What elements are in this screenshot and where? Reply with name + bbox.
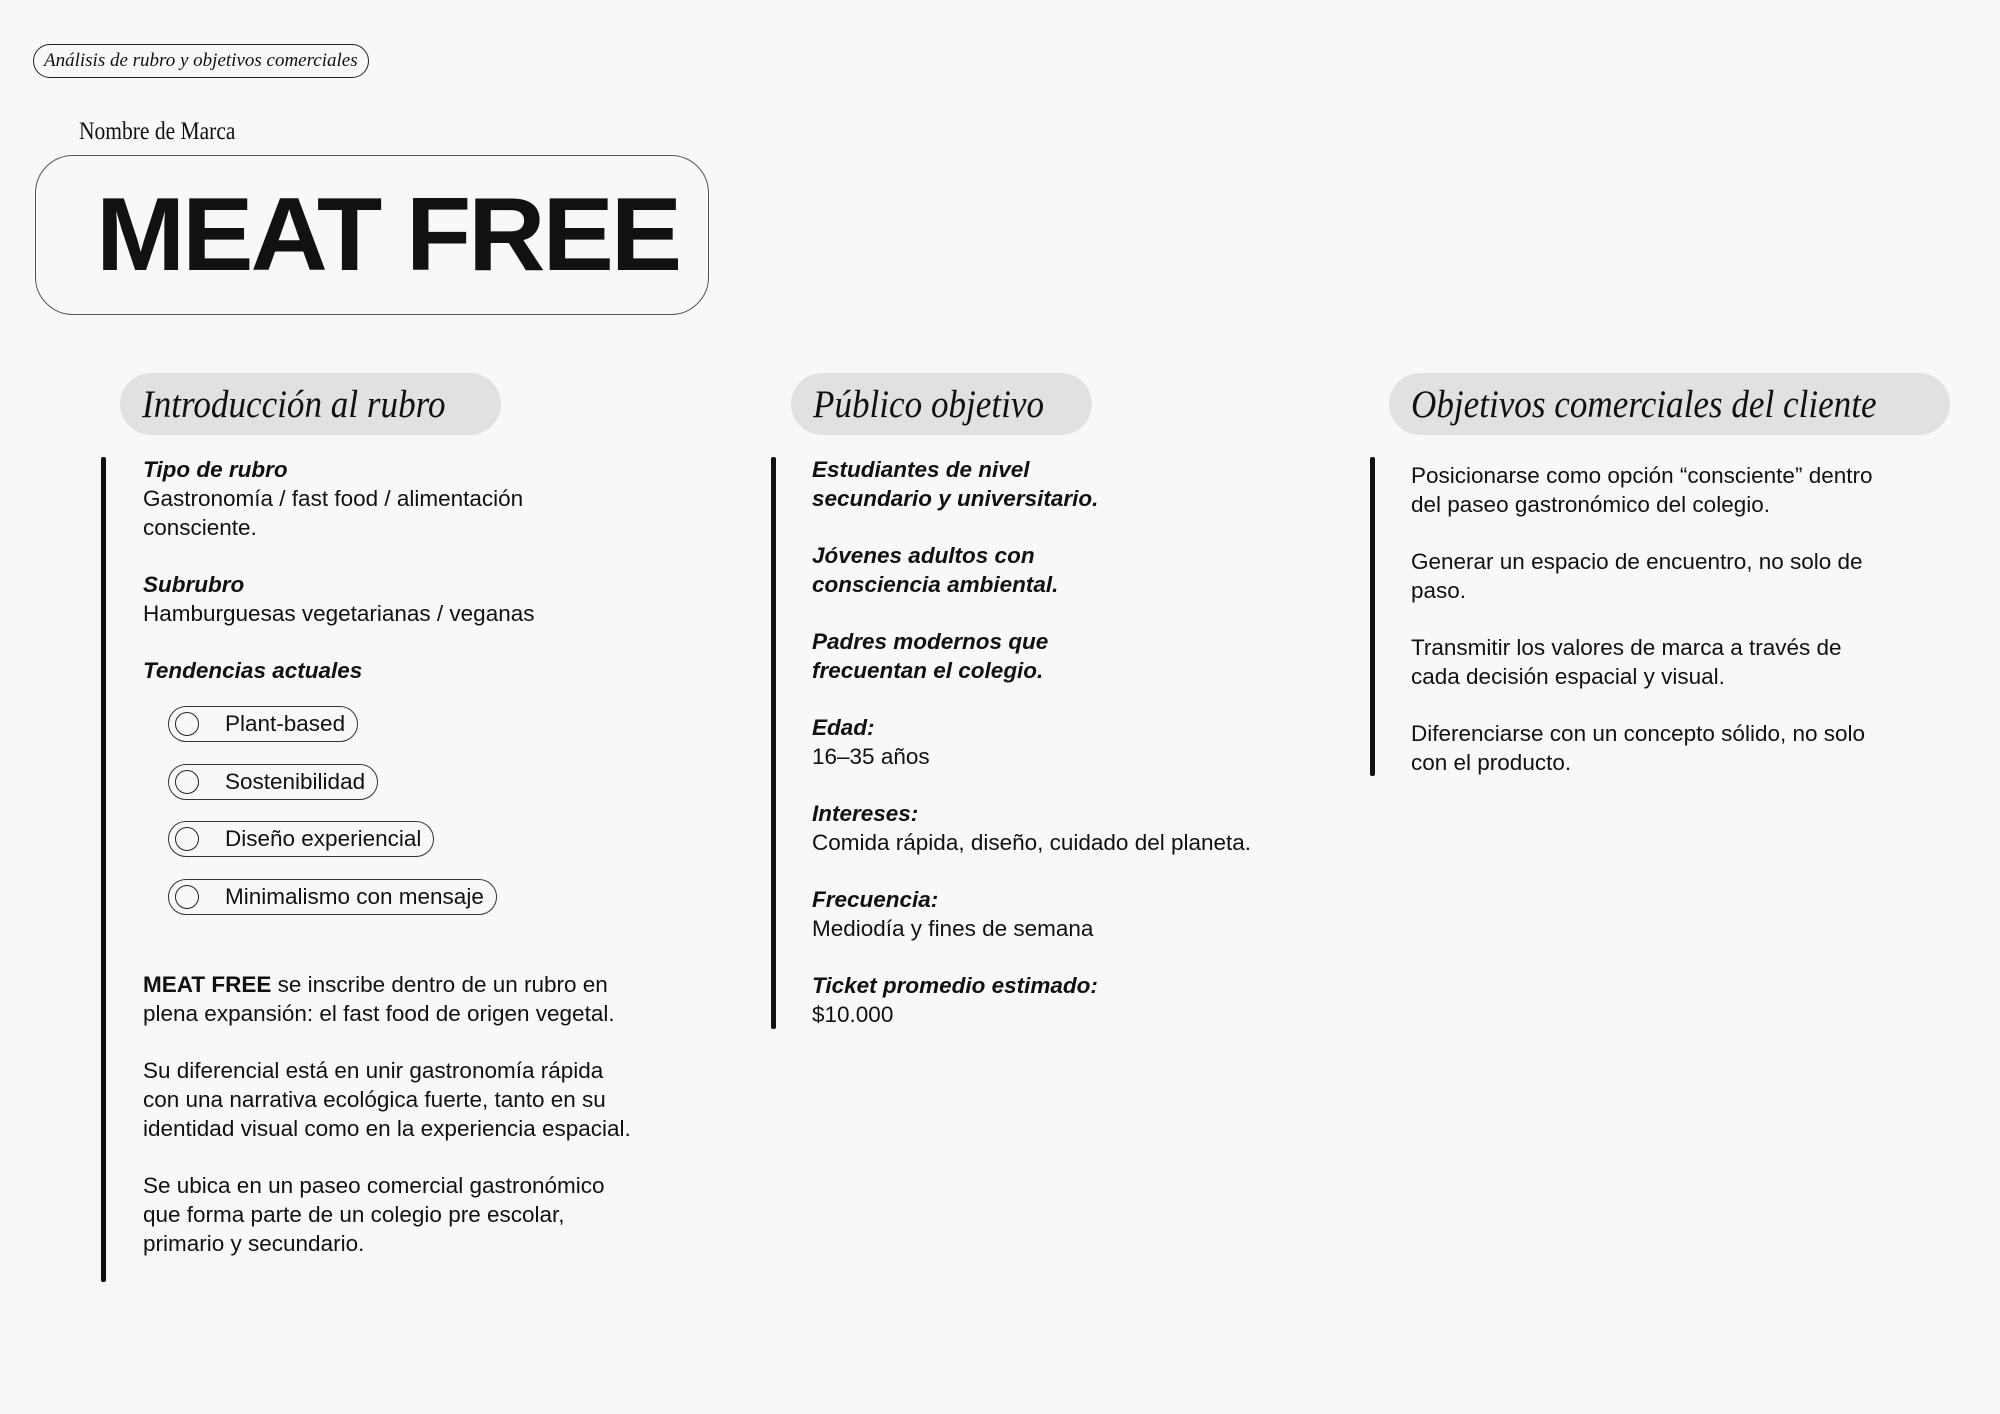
frecuencia-value: Mediodía y fines de semana <box>812 916 1094 941</box>
col3-title-pill <box>1389 373 1950 435</box>
segment-parents: Padres modernos que frecuentan el colegio. <box>812 629 1049 683</box>
tipo-rubro-heading: Tipo de rubro <box>143 457 288 482</box>
trend-label: Plant-based <box>225 711 346 736</box>
objective-item: Transmitir los valores de marca a través de cada decisión espacial y visual. <box>1411 635 1842 689</box>
trend-label: Minimalismo con mensaje <box>225 884 484 909</box>
objective-item: Diferenciarse con un concepto sólido, no solo con el producto. <box>1411 721 1866 775</box>
brand-mention: MEAT FREE <box>143 972 272 997</box>
subrubro-text: Hamburguesas vegetarianas / veganas <box>143 601 535 626</box>
objective-item: Posicionarse como opción “consciente” dentro del paseo gastronómico del colegio. <box>1411 463 1873 517</box>
trend-option[interactable] <box>168 879 497 915</box>
trend-option[interactable] <box>168 821 434 857</box>
col1-description <box>143 970 633 1258</box>
col2-title-pill <box>791 373 1092 435</box>
col1-title-pill <box>120 373 501 435</box>
edad-heading: Edad: <box>812 715 875 740</box>
ticket-heading: Ticket promedio estimado: <box>812 973 1098 998</box>
trend-option[interactable] <box>168 706 358 742</box>
col2-divider <box>771 457 776 1029</box>
differential-paragraph: Su diferencial está en unir gastronomía rápida con una narrativa ecológica fuerte, tanto en su identidad visual como en la experiencia espacial. <box>143 1058 631 1141</box>
segment-young-adults: Jóvenes adultos con consciencia ambiental. <box>812 543 1059 597</box>
col3-divider <box>1370 457 1375 776</box>
radio-circle-icon[interactable] <box>175 885 199 909</box>
col1-top-text <box>143 455 633 685</box>
location-paragraph: Se ubica en un paseo comercial gastronómico que forma parte de un colegio pre escolar, primario y secundario. <box>143 1173 605 1256</box>
col3-title: Objetivos comerciales del cliente <box>1411 382 1877 426</box>
intro-paragraph-text: se inscribe dentro de un rubro en plena expansión: el fast food de origen vegetal. <box>143 972 615 1026</box>
objective-item: Generar un espacio de encuentro, no solo de paso. <box>1411 549 1863 603</box>
col3-text <box>1411 461 1891 777</box>
col2-title: Público objetivo <box>813 382 1045 426</box>
trend-label: Sostenibilidad <box>225 769 366 794</box>
brand-label: Nombre de Marca <box>79 118 236 145</box>
subrubro-heading: Subrubro <box>143 572 245 597</box>
intereses-heading: Intereses: <box>812 801 919 826</box>
brand-name: MEAT FREE <box>96 177 680 293</box>
intro-paragraph <box>143 970 633 1028</box>
edad-value: 16–35 años <box>812 744 930 769</box>
document-tag: Análisis de rubro y objetivos comerciales <box>33 44 369 78</box>
tendencias-heading: Tendencias actuales <box>143 658 363 683</box>
col2-text <box>812 455 1292 1029</box>
col1-divider <box>101 457 106 1282</box>
tipo-rubro-text: Gastronomía / fast food / alimentación consciente. <box>143 486 524 540</box>
col1-title: Introducción al rubro <box>142 382 446 426</box>
radio-circle-icon[interactable] <box>175 827 199 851</box>
segment-students: Estudiantes de nivel secundario y universitario. <box>812 457 1099 511</box>
radio-circle-icon[interactable] <box>175 712 199 736</box>
trend-label: Diseño experiencial <box>225 826 422 851</box>
intereses-value: Comida rápida, diseño, cuidado del planeta. <box>812 830 1252 855</box>
frecuencia-heading: Frecuencia: <box>812 887 939 912</box>
ticket-value: $10.000 <box>812 1002 894 1027</box>
radio-circle-icon[interactable] <box>175 770 199 794</box>
trend-option[interactable] <box>168 764 378 800</box>
